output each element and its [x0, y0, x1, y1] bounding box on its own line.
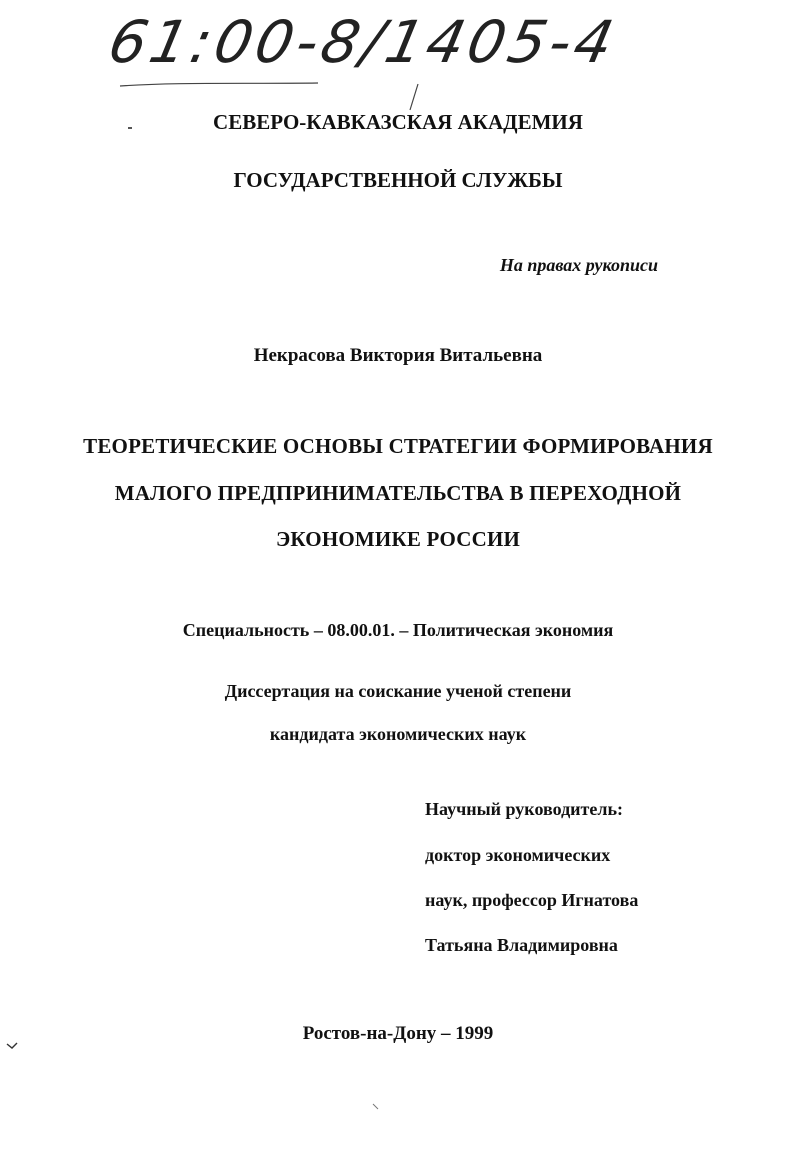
author-name: Некрасова Виктория Витальевна	[253, 345, 543, 366]
manuscript-status: На правах рукописи	[499, 255, 658, 275]
institution-line-2: ГОСУДАРСТВЕННОЙ СЛУЖБЫ	[233, 168, 563, 192]
supervisor-line-4: Татьяна Владимировна	[425, 935, 618, 955]
institution-line-1: СЕВЕРО-КАВКАЗСКАЯ АКАДЕМИЯ	[213, 110, 583, 134]
degree-line-1: Диссертация на соискание ученой степени	[224, 681, 572, 701]
title-line-3: ЭКОНОМИКЕ РОССИИ	[275, 527, 521, 551]
degree-line-2: кандидата экономических наук	[269, 724, 527, 744]
supervisor-line-2: доктор экономических	[425, 845, 611, 865]
scan-dot	[372, 1103, 380, 1111]
scan-speck	[5, 1040, 19, 1052]
specialty: Специальность – 08.00.01. – Политическая экономия	[182, 620, 614, 640]
place-and-year: Ростов-на-Дону – 1999	[302, 1023, 494, 1044]
supervisor-heading: Научный руководитель:	[425, 799, 623, 819]
supervisor-line-3: наук, профессор Игнатова	[425, 890, 639, 910]
title-line-2: МАЛОГО ПРЕДПРИНИМАТЕЛЬСТВА В ПЕРЕХОДНОЙ	[114, 481, 682, 505]
title-line-1: ТЕОРЕТИЧЕСКИЕ ОСНОВЫ СТРАТЕГИИ ФОРМИРОВАНИЯ	[83, 434, 713, 458]
handwritten-catalog-code: 61:00-8/1405-4	[102, 8, 624, 76]
scan-dot	[128, 126, 134, 130]
